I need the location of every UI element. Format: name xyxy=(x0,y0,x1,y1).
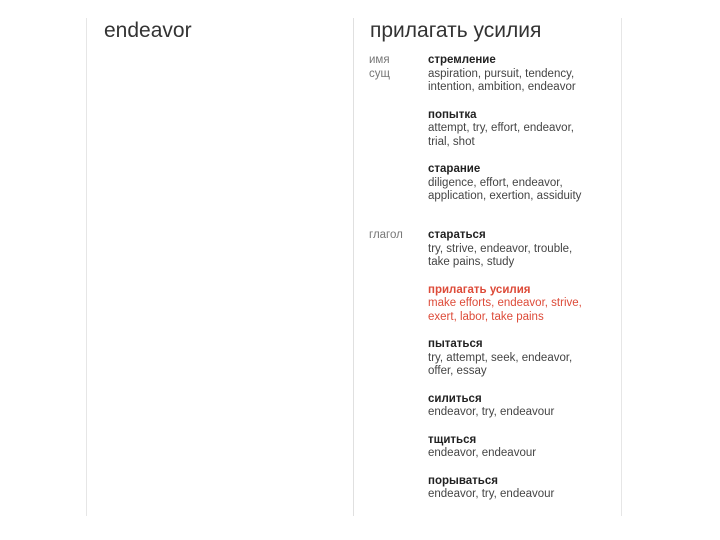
entry-word: стараться xyxy=(428,229,486,241)
pos-label-noun xyxy=(369,54,425,81)
entry-synonyms: aspiration, pursuit, tendency, intention, ambition, endeavor xyxy=(428,67,576,93)
entry-synonyms: endeavor, endeavour xyxy=(428,447,537,459)
entry-word: пытаться xyxy=(428,338,483,350)
entry-synonyms: try, attempt, seek, endeavor, offer, essay xyxy=(428,351,573,377)
translation-entry[interactable] xyxy=(428,475,618,502)
entry-synonyms: try, strive, endeavor, trouble, take pains, study xyxy=(428,242,573,268)
entry-synonyms: attempt, try, effort, endeavor, trial, shot xyxy=(428,122,574,148)
entry-word: старание xyxy=(428,163,481,175)
translation-entry[interactable] xyxy=(428,229,618,270)
entry-synonyms: make efforts, endeavor, strive, exert, labor, take pains xyxy=(428,297,582,323)
pos-label-verb xyxy=(369,229,425,243)
entry-list xyxy=(428,229,618,516)
translation-entry[interactable] xyxy=(428,434,618,461)
entry-word: тщиться xyxy=(428,433,477,446)
translation-entry[interactable] xyxy=(428,393,618,420)
entry-word: попытка xyxy=(428,108,477,121)
source-word: endeavor xyxy=(104,19,192,42)
pos-label-line: глагол xyxy=(369,229,403,241)
entry-synonyms: diligence, effort, endeavor, application, exertion, assiduity xyxy=(428,176,582,202)
translation-entry[interactable] xyxy=(428,338,618,379)
translation-entry-selected[interactable] xyxy=(428,284,618,325)
translation-entry[interactable] xyxy=(428,163,618,204)
translation-entry[interactable] xyxy=(428,54,618,95)
translation-entry[interactable] xyxy=(428,109,618,150)
entry-word: порываться xyxy=(428,474,498,487)
target-word: прилагать усилия xyxy=(370,19,542,42)
entry-word: силиться xyxy=(428,392,482,405)
entry-list xyxy=(428,54,618,218)
pos-label-line: имя xyxy=(369,54,390,66)
entry-synonyms: endeavor, try, endeavour xyxy=(428,488,555,500)
entry-word: стремление xyxy=(428,54,496,66)
column-divider xyxy=(353,18,354,516)
entry-synonyms: endeavor, try, endeavour xyxy=(428,406,555,418)
pos-label-line: сущ xyxy=(369,67,390,80)
entry-word: прилагать усилия xyxy=(428,283,531,296)
